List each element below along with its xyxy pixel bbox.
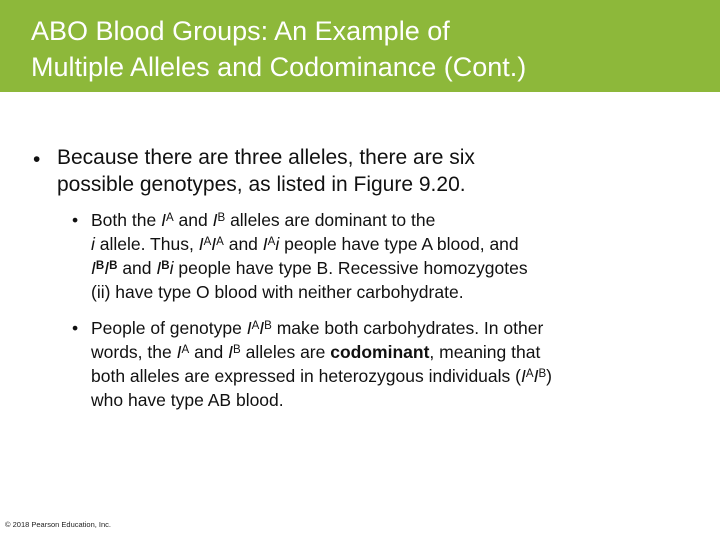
allele-symbol: I — [161, 210, 166, 230]
allele-superscript: A — [203, 235, 212, 248]
allele-superscript: A — [267, 235, 276, 248]
allele-superscript: B — [161, 259, 170, 272]
text-fragment: and — [228, 234, 258, 254]
sub-bullet-1-line-3 — [91, 257, 528, 281]
allele-symbol: i — [275, 234, 280, 254]
slide-title-line-1: ABO Blood Groups: An Example of — [31, 16, 450, 46]
text-fragment: alleles are dominant to the — [230, 210, 436, 230]
allele-superscript: B — [95, 259, 105, 272]
bullet-dot: • — [72, 318, 79, 338]
allele-symbol: I — [262, 234, 268, 254]
text-fragment: ) — [546, 366, 552, 386]
allele-symbol: I — [104, 258, 110, 278]
text-fragment: people have type B. Recessive homozygotes — [178, 258, 528, 278]
bullet-level1-line-1: Because there are three alleles, there are six — [57, 146, 475, 169]
allele-symbol: I — [198, 234, 204, 254]
text-fragment: words, the — [91, 342, 172, 362]
sub-bullet-2-line-4: who have type AB blood. — [91, 390, 284, 410]
allele-symbol: I — [228, 342, 234, 362]
allele-superscript: B — [538, 367, 547, 380]
allele-symbol: I — [91, 258, 96, 278]
allele-superscript: A — [165, 211, 174, 224]
allele-superscript: A — [181, 343, 190, 356]
sub-bullet-1-line-4: (ii) have type O blood with neither carbohydrate. — [91, 282, 464, 302]
allele-superscript: B — [233, 343, 241, 356]
sub-bullet-2-line-2 — [91, 341, 540, 365]
bullet-dot: • — [33, 148, 41, 171]
allele-superscript: A — [251, 319, 260, 332]
allele-symbol: I — [212, 210, 218, 230]
bullet-level1-line-2: possible genotypes, as listed in Figure 9.20. — [57, 173, 466, 196]
text-fragment: both alleles are expressed in heterozygous individuals ( — [91, 366, 521, 386]
allele-superscript: B — [264, 319, 272, 332]
text-fragment: people have type A blood, and — [284, 234, 519, 254]
allele-symbol: I — [533, 366, 539, 386]
text-fragment: alleles are — [245, 342, 326, 362]
slide-title-line-2: Multiple Alleles and Codominance (Cont.) — [31, 52, 527, 82]
allele-superscript: A — [216, 235, 224, 248]
text-fragment: allele. Thus, — [99, 234, 194, 254]
sub-bullet-2-line-3 — [91, 365, 552, 389]
text-fragment: and — [194, 342, 224, 362]
text-fragment: and — [178, 210, 208, 230]
allele-symbol: i — [91, 234, 95, 254]
allele-symbol: I — [211, 234, 217, 254]
text-fragment: and — [122, 258, 152, 278]
allele-symbol: I — [156, 258, 162, 278]
text-fragment: People of genotype — [91, 318, 242, 338]
allele-superscript: A — [525, 367, 534, 380]
allele-symbol: i — [169, 258, 174, 278]
allele-symbol: I — [246, 318, 252, 338]
text-fragment: , meaning that — [429, 342, 541, 362]
sub-bullet-1-line-1 — [91, 209, 435, 233]
allele-superscript: B — [109, 259, 118, 272]
text-fragment: Both the — [91, 210, 157, 230]
allele-symbol: I — [520, 366, 526, 386]
title-bar — [0, 0, 720, 92]
copyright-notice: © 2018 Pearson Education, Inc. — [5, 520, 112, 529]
sub-bullet-2-line-1 — [91, 317, 543, 341]
allele-symbol: I — [259, 318, 265, 338]
allele-symbol: I — [176, 342, 182, 362]
bullet-dot: • — [72, 210, 79, 230]
codominant-term: codominant — [330, 342, 430, 362]
text-fragment: make both carbohydrates. In other — [276, 318, 544, 338]
allele-superscript: B — [217, 211, 226, 224]
sub-bullet-1-line-2 — [91, 233, 519, 257]
